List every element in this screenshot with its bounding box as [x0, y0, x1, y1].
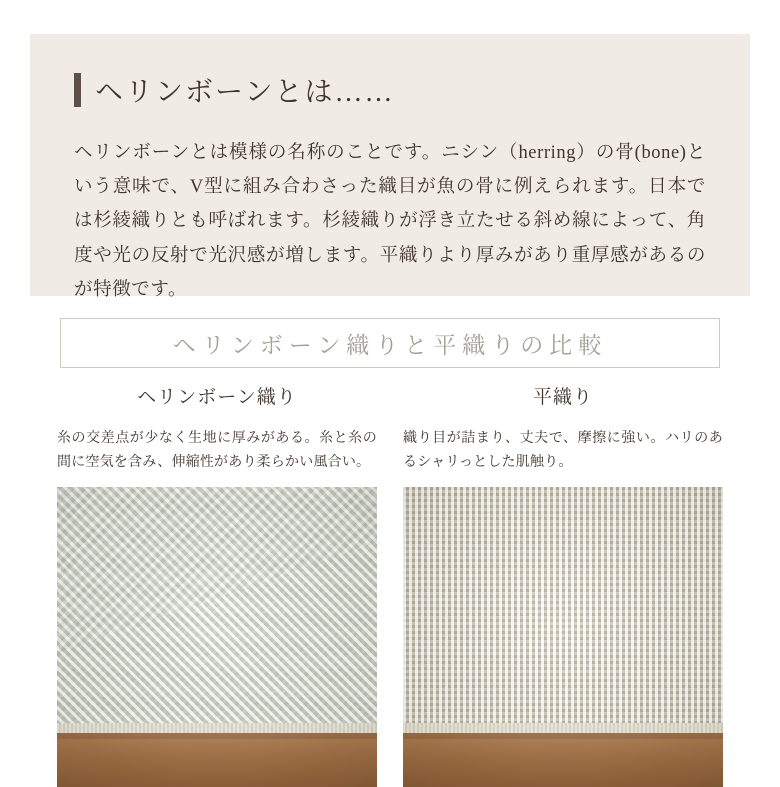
- photo-plain-weave: [403, 487, 723, 787]
- column-desc-plain: 織り目が詰まり、丈夫で、摩擦に強い。ハリのあるシャリっとした肌触り。: [403, 429, 723, 470]
- comparison-column-plain: [403, 382, 723, 787]
- comparison-columns: [0, 382, 780, 787]
- column-title-plain: 平織り: [532, 387, 593, 408]
- heading-accent-bar: [74, 73, 81, 107]
- column-desc-herringbone: 糸の交差点が少なく生地に厚みがある。糸と糸の間に空気を含み、伸縮性があり柔らかい風合い。: [57, 429, 377, 470]
- wood-floor-plain: [403, 733, 723, 787]
- comparison-column-herringbone: [57, 382, 377, 787]
- comparison-title-text: ヘリンボーン織りと平織りの比較: [172, 332, 608, 358]
- plain-weave-texture: [403, 487, 723, 739]
- intro-body-text: ヘリンボーンとは模様の名称のことです。ニシン（herring）の骨(bone)という意味で、V型に組み合わさった織目が魚の骨に例えられます。日本では杉綾織りとも呼ばれます。杉綾織りが浮き立たせる斜め線によって、角度や光の反射で光沢感が増します。平織りより厚みがあり重厚感があるのが特徴です。: [74, 143, 706, 300]
- column-title-herringbone: ヘリンボーン織り: [137, 387, 297, 408]
- comparison-title-bar: [60, 318, 720, 368]
- intro-panel: [30, 34, 750, 300]
- intro-heading-text: ヘリンボーンとは……: [95, 77, 395, 108]
- intro-heading: [74, 70, 706, 110]
- wood-floor-herringbone: [57, 733, 377, 787]
- photo-herringbone-weave: [57, 487, 377, 787]
- herringbone-texture: [57, 487, 377, 739]
